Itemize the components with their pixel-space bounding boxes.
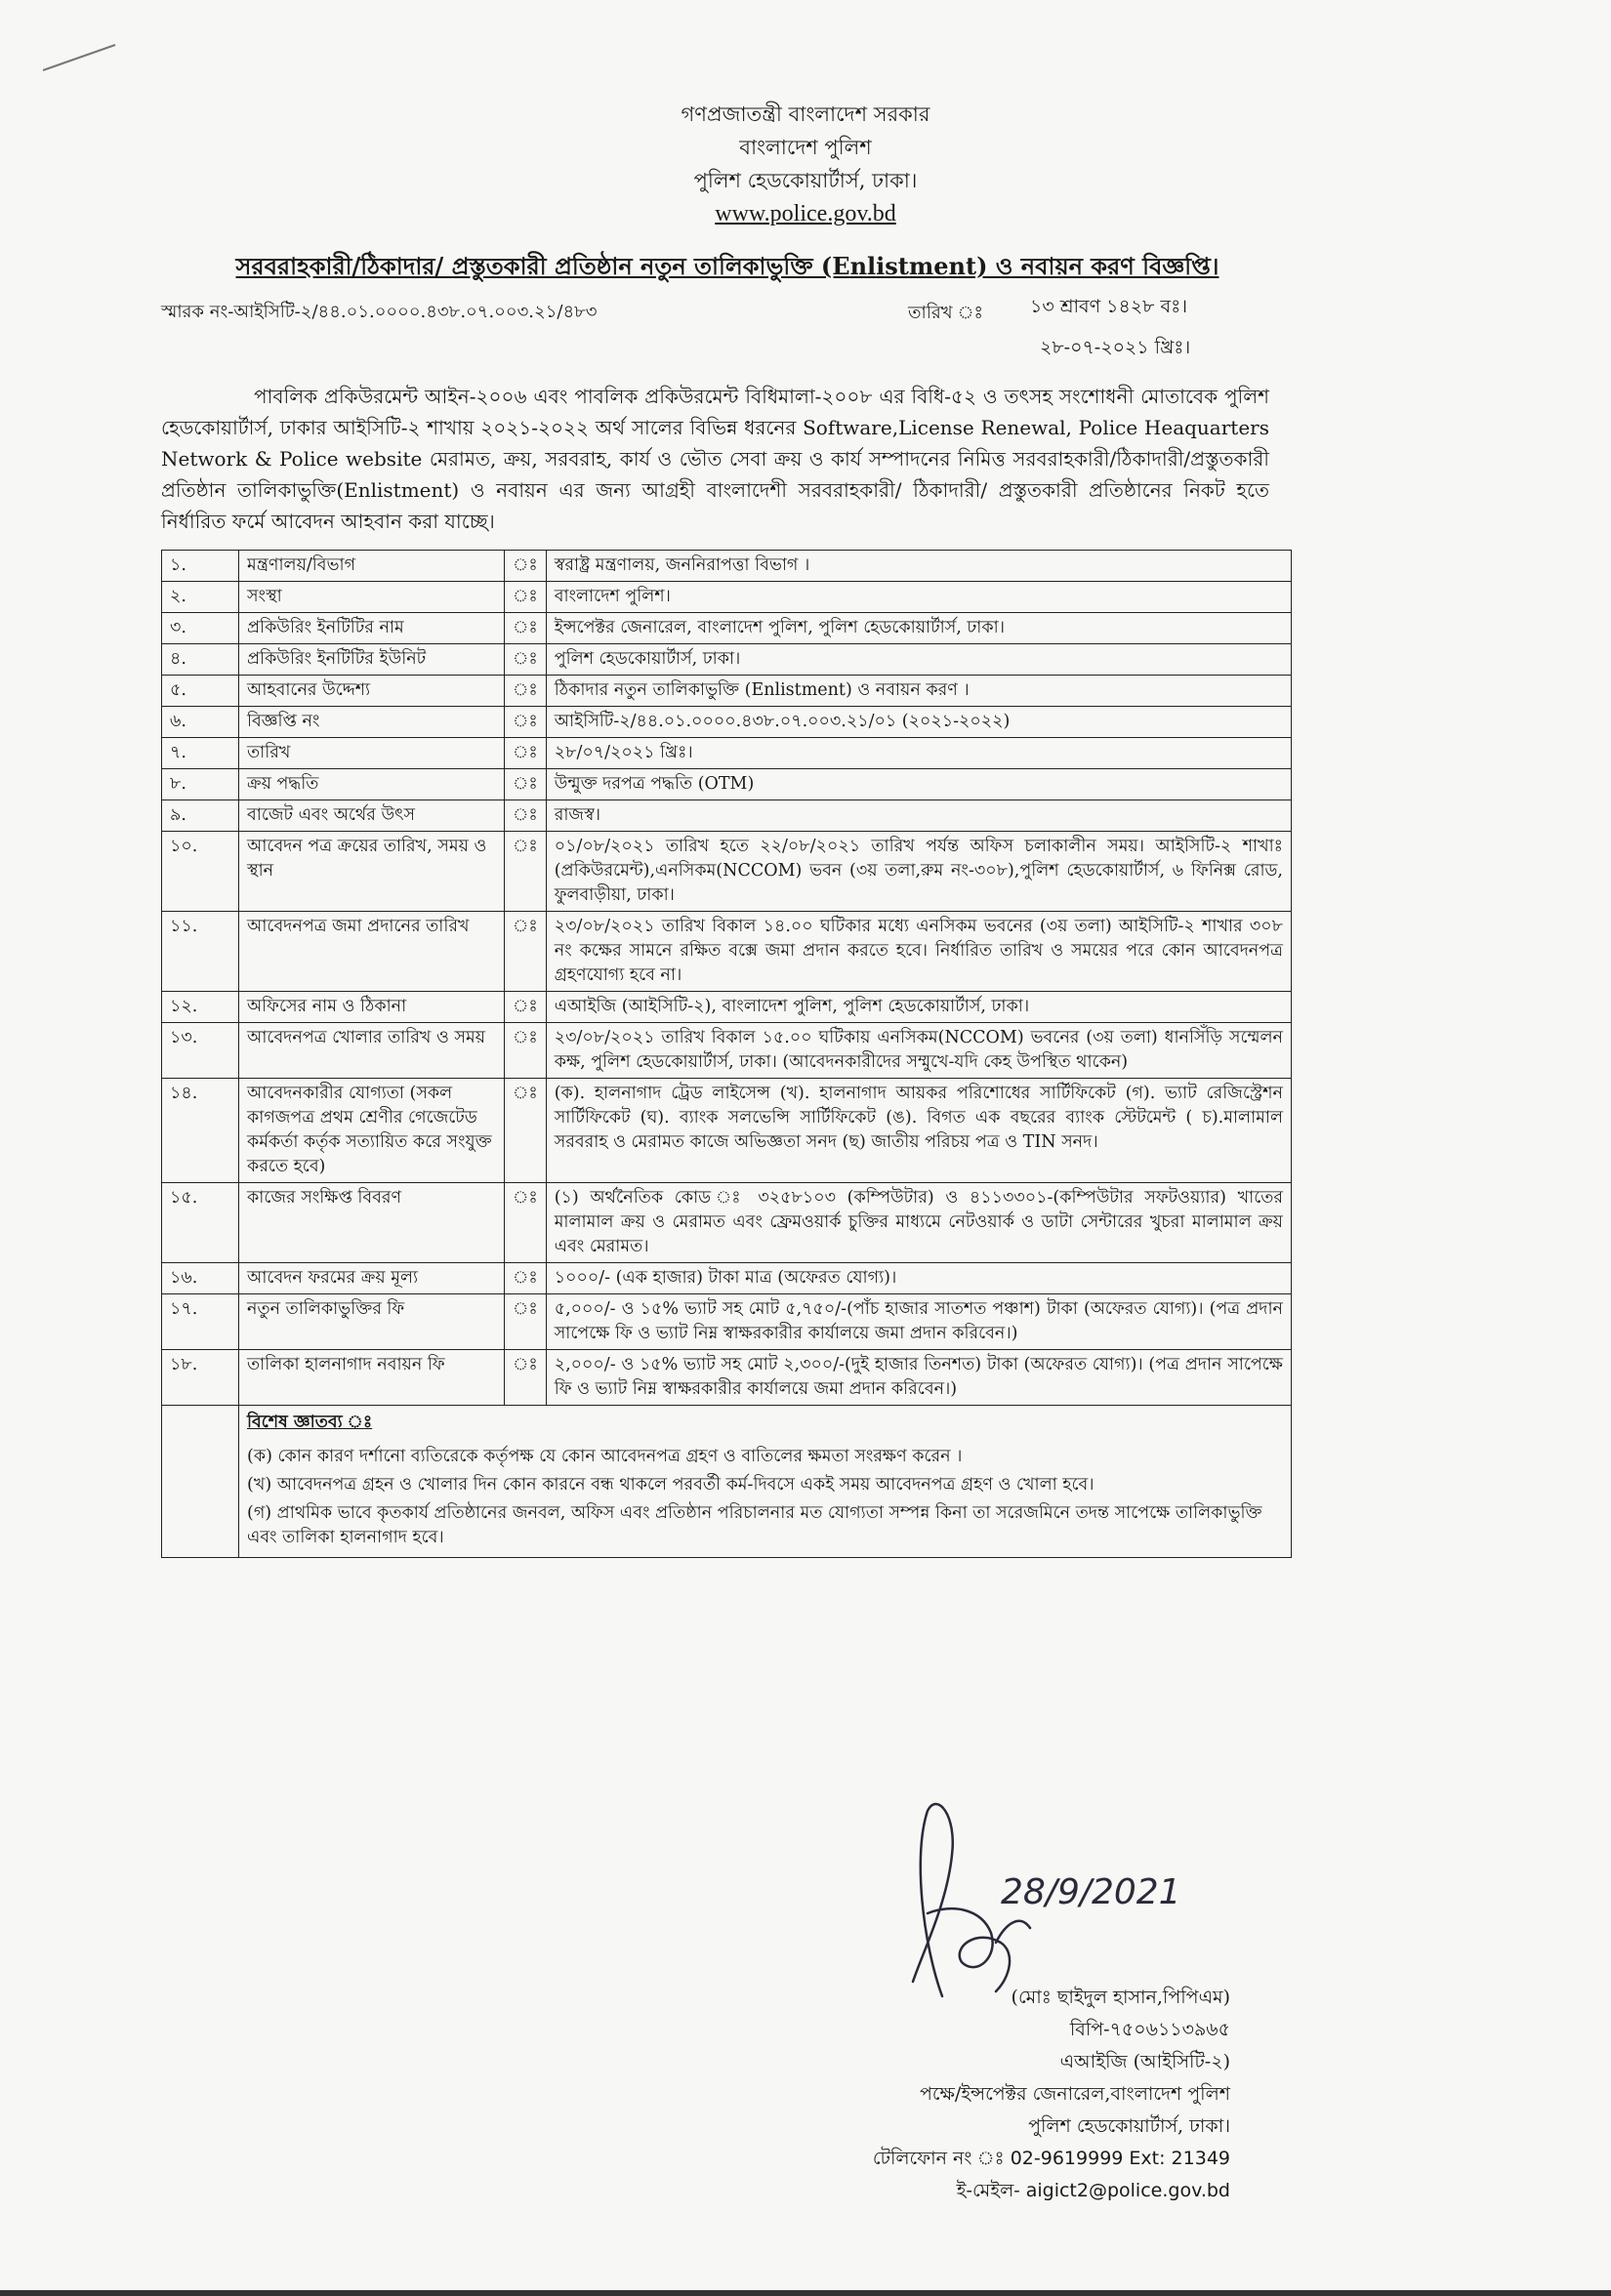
signature-graphic	[884, 1796, 1206, 2006]
table-row	[162, 800, 1292, 832]
row-label: বাজেট এবং অর্থের উৎস	[239, 800, 505, 832]
row-colon: ঃ	[505, 1263, 547, 1294]
row-label: অফিসের নাম ও ঠিকানা	[239, 992, 505, 1023]
row-colon: ঃ	[505, 707, 547, 738]
row-colon: ঃ	[505, 551, 547, 582]
table-row	[162, 1294, 1292, 1350]
row-label: আহবানের উদ্দেশ্য	[239, 676, 505, 707]
notice-title: সরবরাহকারী/ঠিকাদার/ প্রস্তুতকারী প্রতিষ্ঠান নতুন তালিকাভুক্তি (Enlistment) ও নবায়ন করণ বিজ্ঞপ্তি।	[235, 252, 1219, 280]
table-row	[162, 832, 1292, 912]
table-row	[162, 769, 1292, 800]
note-item: (খ) আবেদনপত্র গ্রহন ও খোলার দিন কোন কারনে বন্ধ থাকলে পরবর্তী কর্ম-দিবসে একই সময় আবেদনপত্র গ্রহণ ও খোলা হবে।	[247, 1475, 1095, 1495]
row-value: ২৩/০৮/২০২১ তারিখ বিকাল ১৫.০০ ঘটিকায় এনসিকম(NCCOM) ভবনের (৩য় তলা) ধানসিঁড়ি সম্মেলন কক্ষ, পুলিশ হেডকোয়ার্টার্স, ঢাকা। (আবেদনকারীদের সম্মুখে-যদি কেহ উপস্থিত থাকেন)	[546, 1023, 1291, 1079]
row-label: প্রকিউরিং ইনটিটির নাম	[239, 613, 505, 644]
row-label: আবেদনপত্র খোলার তারিখ ও সময়	[239, 1023, 505, 1079]
signatory-name: (মোঃ ছাইদুল হাসান,পিপিএম)	[1011, 1987, 1230, 2008]
row-number: ৯.	[162, 800, 239, 832]
notes-spacer	[162, 1406, 239, 1558]
notes-row	[162, 1406, 1292, 1558]
row-label: কাজের সংক্ষিপ্ত বিবরণ	[239, 1183, 505, 1263]
table-row	[162, 1263, 1292, 1294]
letterhead	[0, 98, 1611, 230]
table-row	[162, 1350, 1292, 1406]
table-row	[162, 582, 1292, 613]
row-colon: ঃ	[505, 644, 547, 676]
row-label: আবেদনকারীর যোগ্যতা (সকল কাগজপত্র প্রথম শ্রেণীর গেজেটেড কর্মকর্তা কর্তৃক সত্যায়িত করে সংযুক্ত করতে হবে)	[239, 1079, 505, 1183]
email-link[interactable]: aigict2@police.gov.bd	[1025, 2180, 1230, 2201]
row-colon: ঃ	[505, 613, 547, 644]
phone-number: 02-9619999 Ext: 21349	[1010, 2148, 1230, 2169]
row-number: ৬.	[162, 707, 239, 738]
row-number: ১৭.	[162, 1294, 239, 1350]
letterhead-organization: বাংলাদেশ পুলিশ	[739, 136, 872, 159]
letterhead-website-link[interactable]: www.police.gov.bd	[715, 201, 896, 226]
table-row	[162, 992, 1292, 1023]
date-english: ২৮-০৭-২০২১ খ্রিঃ।	[1040, 337, 1191, 358]
table-row	[162, 707, 1292, 738]
note-item: (ক) কোন কারণ দর্শানো ব্যতিরেকে কর্তৃপক্ষ যে কোন আবেদনপত্র গ্রহণ ও বাতিলের ক্ষমতা সংরক্ষণ করেন ।	[247, 1447, 963, 1466]
row-label: নতুন তালিকাভুক্তির ফি	[239, 1294, 505, 1350]
row-value: ০১/০৮/২০২১ তারিখ হতে ২২/০৮/২০২১ তারিখ পর্যন্ত অফিস চলাকালীন সময়। আইসিটি-২ শাখাঃ (প্রকিউরমেন্ট),এনসিকম(NCCOM) ভবন (৩য় তলা,রুম নং-৩০৮),পুলিশ হেডকোয়ার্টার্স, ৬ ফিনিক্স রোড, ফুলবাড়ীয়া, ঢাকা।	[546, 832, 1291, 912]
note-item: (গ) প্রাথমিক ভাবে কৃতকার্য প্রতিষ্ঠানের জনবল, অফিস এবং প্রতিষ্ঠান পরিচালনার মত যোগ্যতা সম্পন্ন কিনা তা সরেজমিনে তদন্ত সাপেক্ষে তালিকাভুক্তি এবং তালিকা হালনাগাদ হবে।	[247, 1503, 1262, 1547]
row-number: ৫.	[162, 676, 239, 707]
scan-bottom-edge	[0, 2290, 1611, 2296]
row-value: ১০০০/- (এক হাজার) টাকা মাত্র (অফেরত যোগ্য)।	[546, 1263, 1291, 1294]
notes-title: বিশেষ জ্ঞাতব্য ঃ	[247, 1413, 373, 1432]
row-label: তারিখ	[239, 738, 505, 769]
row-colon: ঃ	[505, 832, 547, 912]
date-label: তারিখ ঃ	[908, 303, 984, 323]
row-label: আবেদন ফরমের ক্রয় মূল্য	[239, 1263, 505, 1294]
row-label: সংস্থা	[239, 582, 505, 613]
signatory-bp-number: বিপি-৭৫০৬১১৩৯৬৫	[1069, 2019, 1230, 2040]
row-label: প্রকিউরিং ইনটিটির ইউনিট	[239, 644, 505, 676]
email-label: ই-মেইল-	[956, 2180, 1020, 2201]
signatory-designation: এআইজি (আইসিটি-২)	[1059, 2051, 1230, 2072]
row-number: ১৮.	[162, 1350, 239, 1406]
row-value: ২৩/০৮/২০২১ তারিখ বিকাল ১৪.০০ ঘটিকার মধ্যে এনসিকম ভবনের (৩য় তলা) আইসিটি-২ শাখার ৩০৮ নং কক্ষের সামনে রক্ষিত বক্সে জমা প্রদান করতে হবে। নির্ধারিত তারিখ ও সময়ের পরে কোন আবেদনপত্র গ্রহণযোগ্য হবে না।	[546, 912, 1291, 992]
row-label: মন্ত্রণালয়/বিভাগ	[239, 551, 505, 582]
row-colon: ঃ	[505, 1079, 547, 1183]
letterhead-office: পুলিশ হেডকোয়ার্টার্স, ঢাকা।	[693, 169, 918, 192]
row-colon: ঃ	[505, 738, 547, 769]
signatory-office: পুলিশ হেডকোয়ার্টার্স, ঢাকা।	[1028, 2115, 1230, 2137]
row-label: আবেদন পত্র ক্রয়ের তারিখ, সময় ও স্থান	[239, 832, 505, 912]
row-colon: ঃ	[505, 1294, 547, 1350]
row-value: (১) অর্থনৈতিক কোড ঃ ৩২৫৮১০৩ (কম্পিউটার) ও ৪১১৩৩০১-(কম্পিউটার সফটওয়্যার) খাতের মালামাল ক্রয় ও মেরামত এবং ফ্রেমওয়ার্ক চুক্তির মাধ্যমে নেটওয়ার্ক ও ডাটা সেন্টারের খুচরা মালামাল ক্রয় এবং মেরামত।	[546, 1183, 1291, 1263]
table-row	[162, 1079, 1292, 1183]
row-value: স্বরাষ্ট্র মন্ত্রণালয়, জননিরাপত্তা বিভাগ ।	[546, 551, 1291, 582]
signatory-on-behalf: পক্ষে/ইন্সপেক্টর জেনারেল,বাংলাদেশ পুলিশ	[919, 2083, 1230, 2105]
row-value: ২৮/০৭/২০২১ খ্রিঃ।	[546, 738, 1291, 769]
row-colon: ঃ	[505, 1350, 547, 1406]
row-colon: ঃ	[505, 800, 547, 832]
row-colon: ঃ	[505, 912, 547, 992]
table-row	[162, 676, 1292, 707]
table-row	[162, 551, 1292, 582]
table-row	[162, 912, 1292, 992]
row-number: ২.	[162, 582, 239, 613]
notes-cell	[239, 1406, 1292, 1558]
row-value: উন্মুক্ত দরপত্র পদ্ধতি (OTM)	[546, 769, 1291, 800]
row-colon: ঃ	[505, 1183, 547, 1263]
handwritten-date: 28/9/2021	[1001, 1872, 1181, 1912]
row-value: (ক). হালনাগাদ ট্রেড লাইসেন্স (খ). হালনাগাদ আয়কর পরিশোধের সার্টিফিকেট (গ). ভ্যাট রেজিস্ট্রেশন সার্টিফিকেট (ঘ). ব্যাংক সলভেন্সি সার্টিফিকেট (ঙ). বিগত এক বছরের ব্যাংক স্টেটমেন্ট ( চ).মালামাল সরবরাহ ও মেরামত কাজে অভিজ্ঞতা সনদ (ছ) জাতীয় পরিচয় পত্র ও TIN সনদ।	[546, 1079, 1291, 1183]
row-colon: ঃ	[505, 992, 547, 1023]
table-row	[162, 738, 1292, 769]
date-bangla: ১৩ শ্রাবণ ১৪২৮ বঃ।	[1030, 296, 1188, 317]
row-number: ১০.	[162, 832, 239, 912]
row-value: ঠিকাদার নতুন তালিকাভুক্তি (Enlistment) ও নবায়ন করণ ।	[546, 676, 1291, 707]
row-number: ১৫.	[162, 1183, 239, 1263]
row-value: আইসিটি-২/৪৪.০১.০০০০.৪৩৮.০৭.০০৩.২১/০১ (২০২১-২০২২)	[546, 707, 1291, 738]
row-value: এআইজি (আইসিটি-২), বাংলাদেশ পুলিশ, পুলিশ হেডকোয়ার্টার্স, ঢাকা।	[546, 992, 1291, 1023]
row-label: বিজ্ঞপ্তি নং	[239, 707, 505, 738]
row-colon: ঃ	[505, 769, 547, 800]
row-number: ১৬.	[162, 1263, 239, 1294]
signature-block	[683, 1982, 1230, 2207]
row-number: ১.	[162, 551, 239, 582]
row-label: তালিকা হালনাগাদ নবায়ন ফি	[239, 1350, 505, 1406]
row-number: ৩.	[162, 613, 239, 644]
row-value: ইন্সপেক্টর জেনারেল, বাংলাদেশ পুলিশ, পুলিশ হেডকোয়ার্টার্স, ঢাকা।	[546, 613, 1291, 644]
signatory-phone	[683, 2143, 1230, 2175]
details-table	[161, 550, 1292, 1558]
row-number: ১৩.	[162, 1023, 239, 1079]
row-number: ১১.	[162, 912, 239, 992]
row-number: ১৪.	[162, 1079, 239, 1183]
phone-label: টেলিফোন নং ঃ	[872, 2148, 1005, 2169]
scan-pen-mark	[39, 39, 127, 78]
row-value: রাজস্ব।	[546, 800, 1291, 832]
table-row	[162, 1023, 1292, 1079]
row-number: ৮.	[162, 769, 239, 800]
row-number: ৭.	[162, 738, 239, 769]
row-label: আবেদনপত্র জমা প্রদানের তারিখ	[239, 912, 505, 992]
row-colon: ঃ	[505, 582, 547, 613]
row-value: পুলিশ হেডকোয়ার্টার্স, ঢাকা।	[546, 644, 1291, 676]
row-number: ১২.	[162, 992, 239, 1023]
row-colon: ঃ	[505, 676, 547, 707]
row-value: বাংলাদেশ পুলিশ।	[546, 582, 1291, 613]
table-row	[162, 1183, 1292, 1263]
row-value: ২,০০০/- ও ১৫% ভ্যাট সহ মোট ২,৩০০/-(দুই হাজার তিনশত) টাকা (অফেরত যোগ্য)। (পত্র প্রদান সাপেক্ষে ফি ও ভ্যাট নিম্ন স্বাক্ষরকারীর কার্যালয়ে জমা প্রদান করিবেন।)	[546, 1350, 1291, 1406]
table-row	[162, 613, 1292, 644]
row-colon: ঃ	[505, 1023, 547, 1079]
row-number: ৪.	[162, 644, 239, 676]
signatory-email	[683, 2175, 1230, 2207]
memo-number: স্মারক নং-আইসিটি-২/৪৪.০১.০০০০.৪৩৮.০৭.০০৩.২১/৪৮৩	[161, 302, 598, 322]
row-value: ৫,০০০/- ও ১৫% ভ্যাট সহ মোট ৫,৭৫০/-(পাঁচ হাজার সাতশত পঞ্চাশ) টাকা (অফেরত যোগ্য)। (পত্র প্রদান সাপেক্ষে ফি ও ভ্যাট নিম্ন স্বাক্ষরকারীর কার্যালয়ে জমা প্রদান করিবেন।)	[546, 1294, 1291, 1350]
table-row	[162, 644, 1292, 676]
letterhead-government: গণপ্রজাতন্ত্রী বাংলাদেশ সরকার	[681, 102, 930, 126]
row-label: ক্রয় পদ্ধতি	[239, 769, 505, 800]
intro-paragraph: পাবলিক প্রকিউরমেন্ট আইন-২০০৬ এবং পাবলিক প্রকিউরমেন্ট বিধিমালা-২০০৮ এর বিধি-৫২ ও তৎসহ সংশোধনী মোতাবেক পুলিশ হেডকোয়ার্টার্স, ঢাকার আইসিটি-২ শাখায় ২০২১-২০২২ অর্থ সালের বিভিন্ন ধরনের Software,License Renewal, Police Heaquarters Network & Police website মেরামত, ক্রয়, সরবরাহ, কার্য ও ভৌত সেবা ক্রয় ও কার্য সম্পাদনের নিমিত্ত সরবরাহকারী/ঠিকাদারী/প্রস্তুতকারী প্রতিষ্ঠান তালিকাভুক্তি(Enlistment) ও নবায়ন এর জন্য আগ্রহী বাংলাদেশী সরবরাহকারী/ ঠিকাদারী/ প্রস্তুতকারী প্রতিষ্ঠানের নিকট হতে নির্ধারিত ফর্মে আবেদন আহবান করা যাচ্ছে।	[161, 385, 1269, 533]
